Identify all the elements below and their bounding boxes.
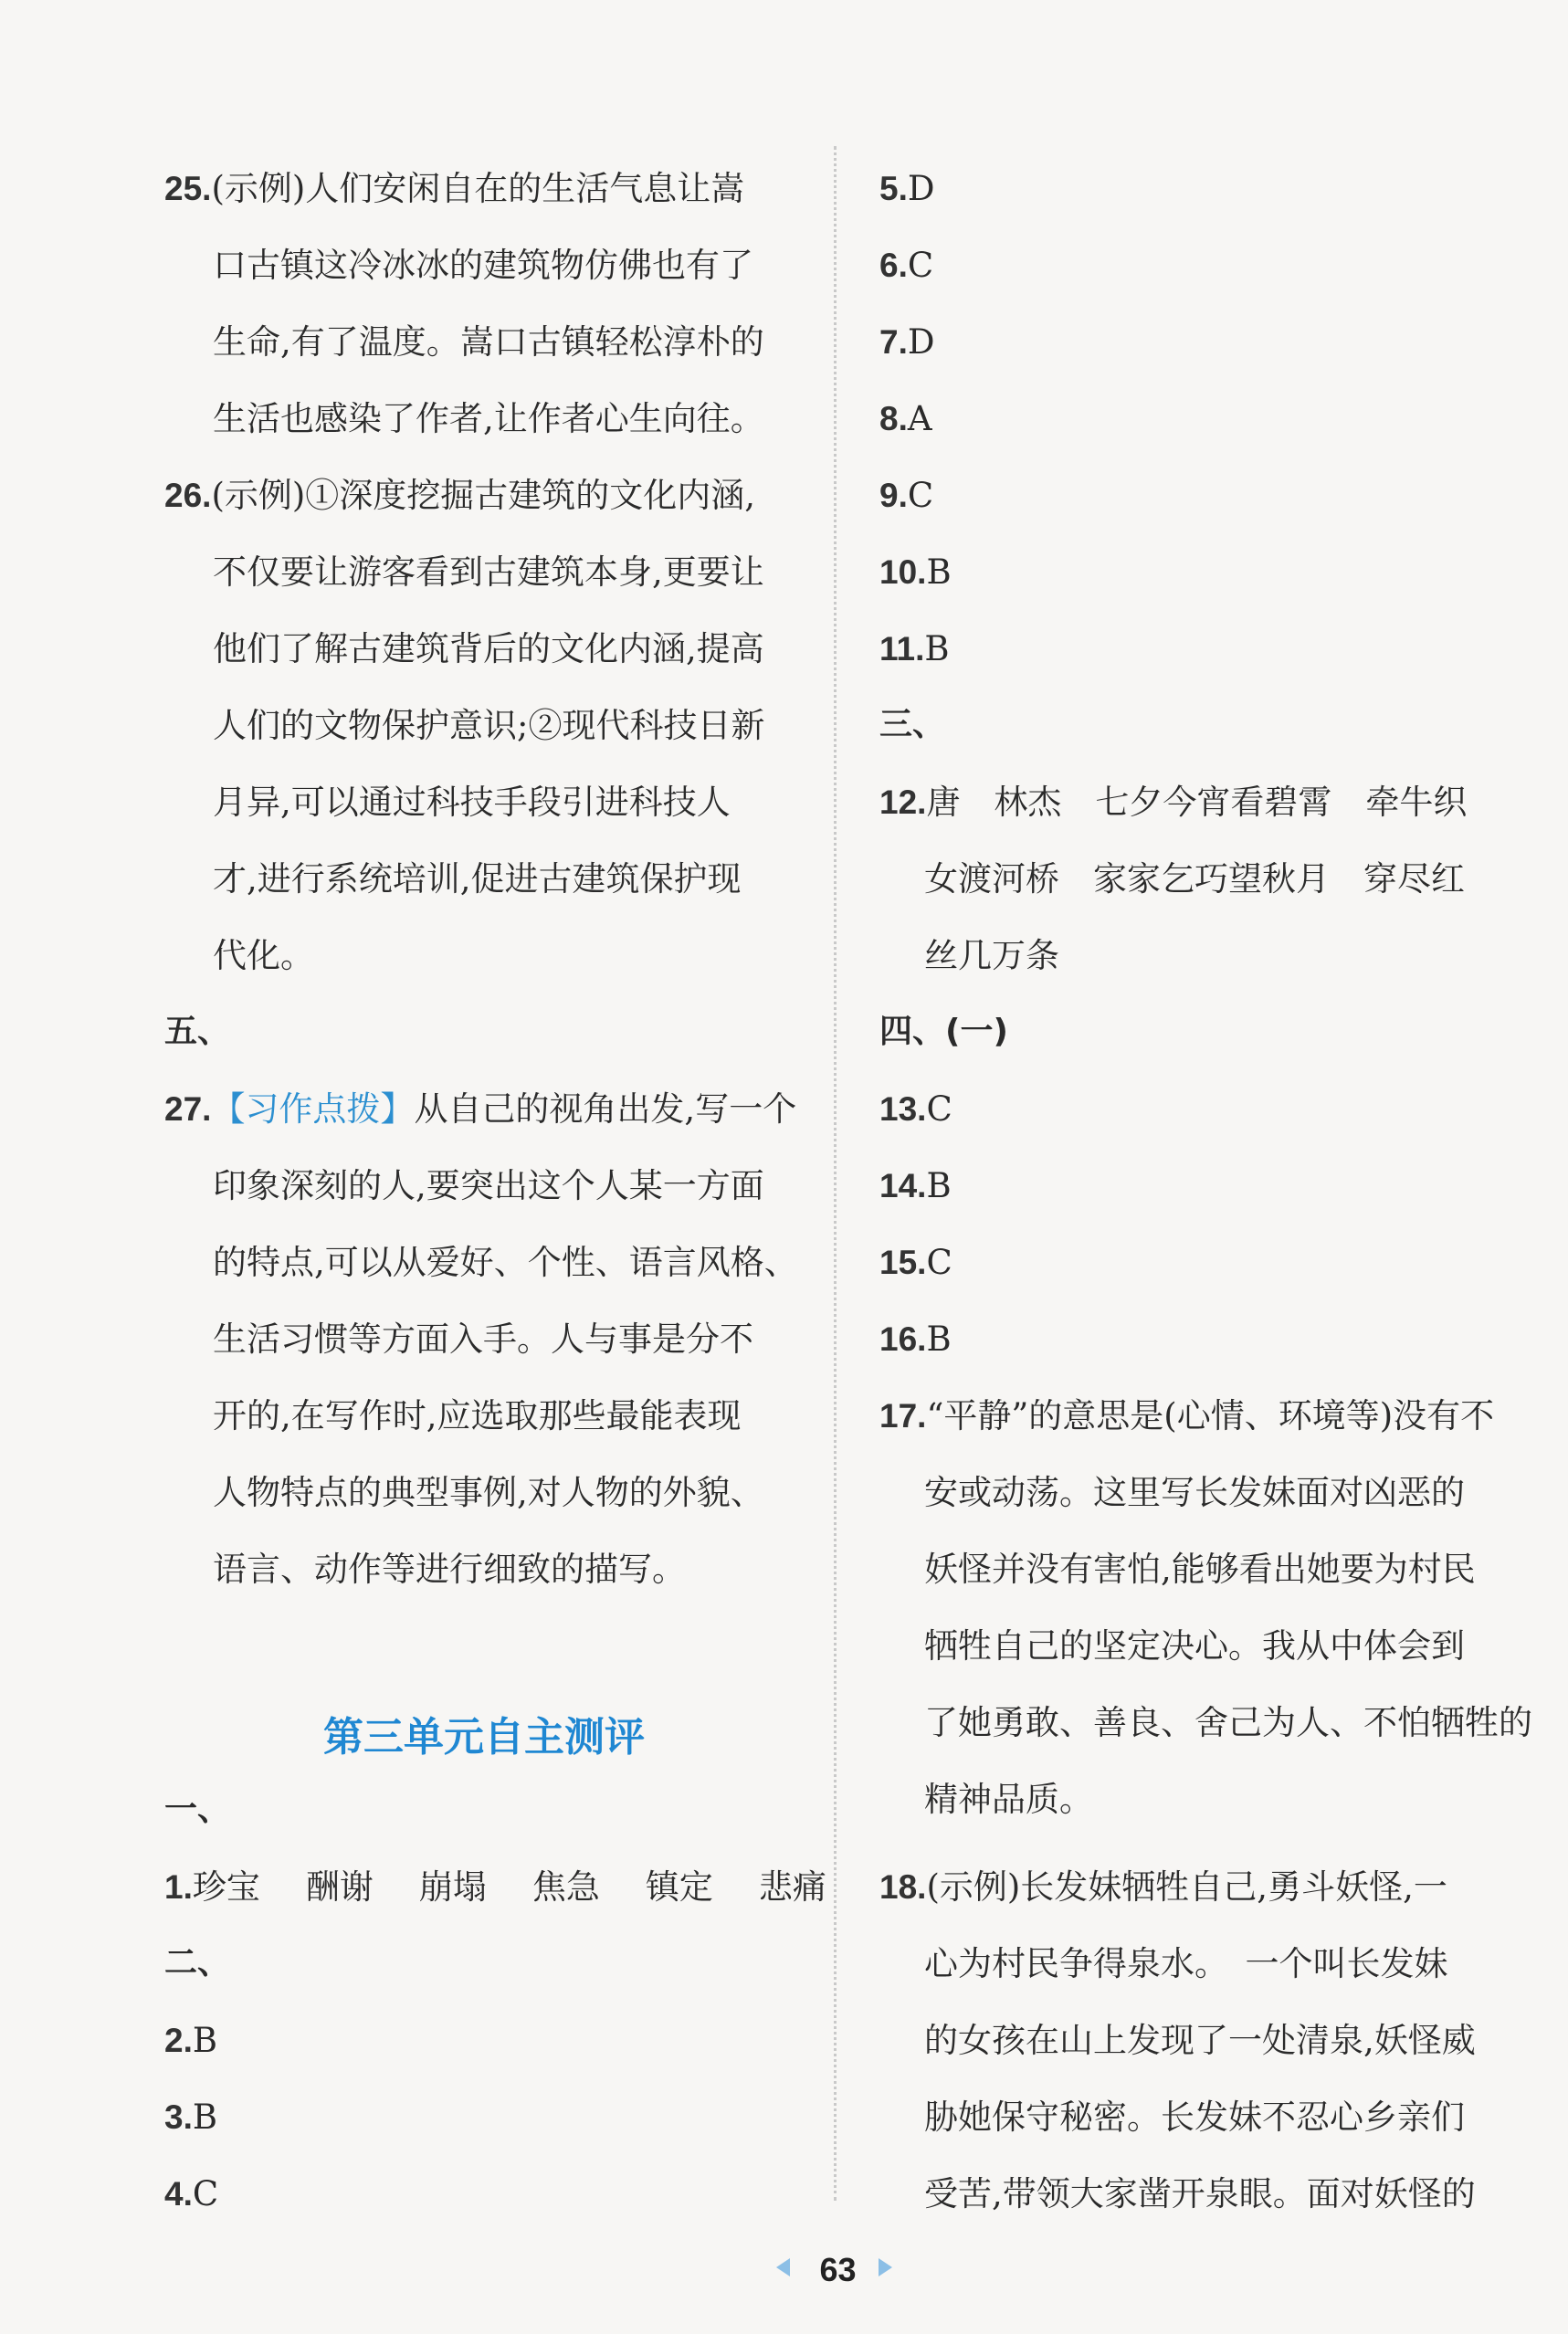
section-heading-4: 四、(一)	[879, 1013, 1008, 1050]
answer-line: 9.C	[879, 476, 934, 515]
answer-line: 5.D	[879, 169, 935, 208]
q18-number: 18.	[879, 1868, 927, 1906]
q17-line-4: 牺牲自己的坚定决心。我从中体会到	[924, 1626, 1465, 1666]
q12-number: 12.	[879, 783, 927, 821]
page-number: 63	[819, 2251, 857, 2288]
q27-line-4: 生活习惯等方面入手。人与事是分不	[213, 1319, 753, 1359]
q26-line-6: 才,进行系统培训,促进古建筑保护现	[213, 859, 742, 899]
q12-line-1: 12.唐 林杰 七夕今宵看碧霄 牵牛织	[879, 783, 1468, 822]
q17-line-1: 17.“平静”的意思是(心情、环境等)没有不	[879, 1396, 1495, 1435]
q25-line-2: 口古镇这冷冰冰的建筑物仿佛也有了	[213, 246, 753, 285]
q18-line-4: 胁她保守秘密。长发妹不忍心乡亲们	[924, 2097, 1465, 2137]
answer-line: 2.B	[164, 2021, 218, 2060]
q27-number: 27.	[164, 1090, 212, 1128]
q12-line-2: 女渡河桥 家家乞巧望秋月 穿尽红	[924, 859, 1465, 899]
q18-line-1: 18.(示例)长发妹牺牲自己,勇斗妖怪,一	[879, 1867, 1447, 1907]
q26-line-4: 人们的文物保护意识;②现代科技日新	[213, 706, 765, 745]
q17-line-6: 精神品质。	[924, 1780, 1093, 1819]
q25-line-3: 生命,有了温度。嵩口古镇轻松淳朴的	[213, 322, 764, 362]
unit-title: 第三单元自主测评	[323, 1714, 645, 1761]
q17-line-3: 妖怪并没有害怕,能够看出她要为村民	[924, 1550, 1476, 1589]
q1-number: 1.	[164, 1868, 193, 1906]
q1-word: 崩塌	[418, 1867, 487, 1907]
section-heading-5: 五、	[164, 1013, 231, 1050]
q1-word: 悲痛	[758, 1867, 826, 1907]
answer-line: 7.D	[879, 322, 935, 362]
next-page-arrow-icon	[879, 2258, 892, 2276]
writing-tip-tag: 【习作点拨】	[211, 1089, 415, 1129]
q25-line-1: 25.(示例)人们安闲自在的生活气息让嵩	[164, 169, 745, 208]
q27-line-6: 人物特点的典型事例,对人物的外貌、	[213, 1473, 764, 1512]
q18-line-5: 受苦,带领大家凿开泉眼。面对妖怪的	[924, 2174, 1476, 2213]
q26-line-1: 26.(示例)①深度挖掘古建筑的文化内涵,	[164, 476, 756, 515]
q17-line-5: 了她勇敢、善良、舍己为人、不怕牺牲的	[924, 1703, 1532, 1742]
q25-number: 25.	[164, 170, 212, 207]
q25-line-4: 生活也感染了作者,让作者心生向往。	[213, 399, 764, 438]
q26-line-5: 月异,可以通过科技手段引进科技人	[213, 783, 731, 822]
q1-word: 镇定	[645, 1867, 713, 1907]
q17-line-2: 安或动荡。这里写长发妹面对凶恶的	[924, 1473, 1465, 1512]
prev-page-arrow-icon	[776, 2258, 790, 2276]
q27-line-1: 27.【习作点拨】从自己的视角出发,写一个	[164, 1089, 797, 1129]
q26-line-7: 代化。	[213, 936, 314, 975]
q27-line-3: 的特点,可以从爱好、个性、语言风格、	[213, 1243, 798, 1282]
answer-line: 11.B	[879, 629, 950, 668]
answer-line: 15.C	[879, 1243, 952, 1282]
answer-line: 8.A	[879, 399, 932, 438]
q1-word: 酬谢	[305, 1867, 374, 1907]
section-heading-2: 二、	[164, 1944, 231, 1982]
q27-line-5: 开的,在写作时,应选取那些最能表现	[213, 1396, 742, 1435]
answer-line: 10.B	[879, 552, 952, 592]
q17-number: 17.	[879, 1397, 927, 1435]
column-divider	[834, 146, 837, 2201]
section-heading-3: 三、	[879, 706, 946, 743]
section-heading-1: 一、	[164, 1791, 231, 1828]
q18-line-2: 心为村民争得泉水。 一个叫长发妹	[924, 1944, 1448, 1983]
q26-line-2: 不仅要让游客看到古建筑本身,更要让	[213, 552, 764, 592]
answer-line: 16.B	[879, 1319, 952, 1359]
answer-line: 4.C	[164, 2174, 219, 2213]
q26-number: 26.	[164, 477, 212, 514]
q26-line-3: 他们了解古建筑背后的文化内涵,提高	[213, 629, 764, 668]
q1-word: 珍宝	[192, 1867, 260, 1907]
q1-line	[164, 1867, 826, 1907]
q27-line-2: 印象深刻的人,要突出这个人某一方面	[213, 1166, 764, 1205]
q27-line-7: 语言、动作等进行细致的描写。	[213, 1550, 686, 1589]
q1-word: 焦急	[531, 1867, 600, 1907]
answer-line: 13.C	[879, 1089, 952, 1129]
answer-line: 6.C	[879, 246, 934, 285]
answer-line: 3.B	[164, 2097, 218, 2137]
q18-line-3: 的女孩在山上发现了一处清泉,妖怪威	[924, 2021, 1476, 2060]
q12-line-3: 丝几万条	[924, 936, 1059, 975]
answer-line: 14.B	[879, 1166, 952, 1205]
